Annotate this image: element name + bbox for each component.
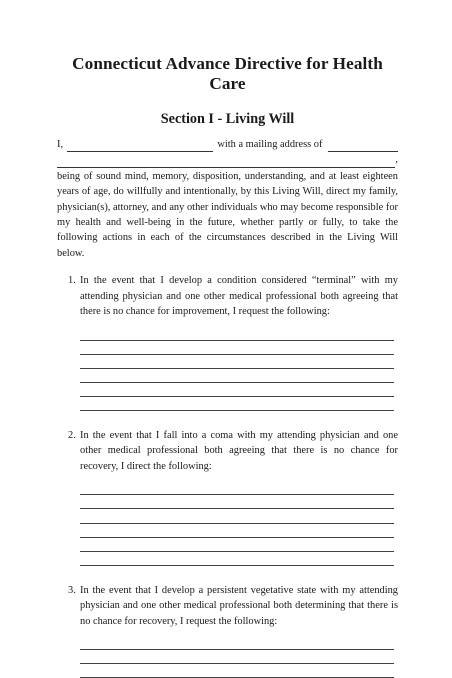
item-number: 2. [68,430,76,442]
response-blank-line[interactable] [80,383,394,397]
item-number: 1. [68,275,76,287]
response-blank-line[interactable] [80,552,394,566]
intro-paragraph: being of sound mind, memory, disposition, understanding, and at least eighteen years of age, do willfully and intentionally, by this Living Will, direct my family, physician(s), attorney, and any other individuals who may become responsible for my health and well-being in the future, whether partly or fully, to take the following actions in each of the circumstances described in the Living Will below. [57,170,398,259]
response-blank-line[interactable] [80,538,394,552]
list-item-2 [57,428,398,566]
response-lines [80,326,398,411]
item-number: 3. [68,584,76,596]
name-address-line [57,137,398,152]
response-blank-line[interactable] [80,355,394,369]
response-blank-line[interactable] [80,369,394,383]
item-text: In the event that I fall into a coma with my attending physician and one other medical professional both agreeing that there is no chance for recovery, I direct the following: [80,430,398,472]
address-blank[interactable] [57,156,395,168]
response-blank-line[interactable] [80,495,394,509]
response-lines [80,481,398,566]
name-blank[interactable] [67,140,213,152]
response-blank-line[interactable] [80,509,394,523]
response-blank-line[interactable] [80,481,394,495]
document-title: Connecticut Advance Directive for Health Care [72,54,383,93]
response-blank-line[interactable] [80,524,394,538]
response-lines [80,636,398,678]
response-blank-line[interactable] [80,341,394,355]
name-prefix: I, [57,139,64,150]
address-comma: , [395,154,398,166]
mailing-address-text: with a mailing address of [217,139,323,150]
item-text: In the event that I develop a persistent vegetative state with my attending physician and one other medical professional both determining that there is no chance for recovery, I request the following: [80,584,398,627]
response-blank-line[interactable] [80,650,394,664]
address-line [57,152,398,167]
response-blank-line[interactable] [80,664,394,678]
response-blank-line[interactable] [80,326,394,340]
address-blank-start[interactable] [328,140,398,152]
item-text: In the event that I develop a condition considered “terminal” with my attending physician and one other medical professional both agreeing that there is no chance for improvement, I request the following: [80,275,398,318]
response-blank-line[interactable] [80,636,394,650]
section-title: Section I - Living Will [160,111,295,127]
list-item-1 [57,273,398,411]
response-blank-line[interactable] [80,397,394,411]
list-item-3 [57,583,398,678]
